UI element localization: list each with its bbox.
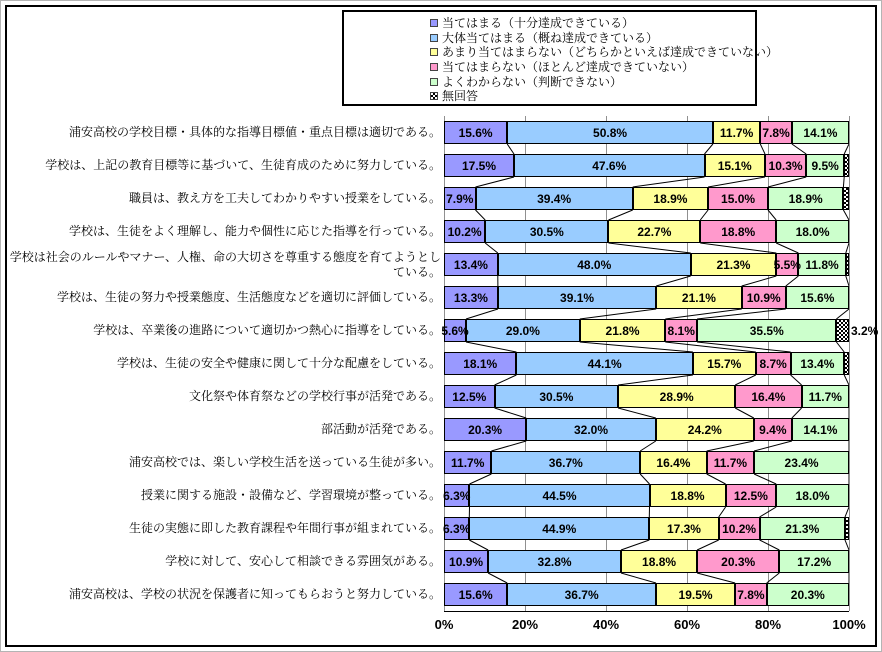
category-label: 学校に対して、安心して相談できる雰囲気がある。	[165, 554, 441, 568]
x-axis-tick-label: 0%	[434, 617, 454, 632]
legend-swatch-icon	[430, 19, 438, 27]
bar-segment	[444, 121, 507, 144]
bar-segment	[444, 352, 516, 375]
bar-segment	[444, 517, 469, 540]
bar-segment	[495, 385, 619, 408]
category-label: 学校は社会のルールやマナー、人権、命の大切さを尊重する態度を育てようとしている。	[9, 249, 441, 279]
segment-value-label: 13.4%	[453, 257, 488, 272]
bar-row	[444, 380, 849, 413]
x-axis-tick-label: 60%	[673, 617, 701, 632]
segment-value-label: 21.1%	[681, 290, 716, 305]
segment-value-label: 18.8%	[721, 224, 756, 239]
x-axis-tick-labels	[434, 617, 866, 637]
stacked-bar	[444, 187, 849, 210]
category-label: 学校は、生徒の努力や授業態度、生活態度などを適切に評価している。	[56, 290, 441, 304]
segment-value-label: 20.3%	[721, 554, 756, 569]
x-axis-tick-label: 100%	[832, 617, 866, 632]
bar-segment	[792, 121, 849, 144]
segment-value-label: 11.8%	[805, 257, 839, 272]
stacked-bar	[444, 583, 849, 606]
bar-segment	[656, 286, 741, 309]
bar-segment	[618, 385, 735, 408]
bar-segment-no-answer	[846, 253, 849, 276]
bar-segment	[773, 253, 801, 276]
stacked-bar	[444, 550, 849, 573]
segment-value-label: 9.5%	[811, 158, 839, 173]
bar-segment	[469, 484, 649, 507]
bar-row	[444, 116, 849, 149]
stacked-bar	[444, 352, 849, 375]
legend-swatch-icon	[430, 48, 438, 56]
segment-value-label: 50.8%	[593, 125, 628, 140]
bar-segment	[444, 286, 498, 309]
segment-value-label: 11.7%	[451, 455, 485, 470]
stacked-bar	[444, 253, 849, 276]
bar-segment	[444, 484, 469, 507]
legend-item	[430, 31, 753, 46]
segment-value-label: 29.0%	[505, 323, 540, 338]
bar-segment	[441, 319, 469, 342]
segment-value-label: 17.2%	[797, 554, 832, 569]
segment-value-label: 19.5%	[678, 587, 713, 602]
bar-row	[444, 512, 849, 545]
bar-segment	[649, 517, 718, 540]
bar-segment	[488, 550, 621, 573]
bar-segment	[526, 418, 656, 441]
segment-value-label: 39.1%	[560, 290, 595, 305]
bar-segment	[514, 154, 704, 177]
bar-segment	[476, 187, 633, 210]
legend-item	[430, 89, 753, 104]
bar-segment	[444, 385, 495, 408]
bar-segment	[621, 550, 697, 573]
bar-segment	[767, 583, 849, 606]
bar-segment	[444, 187, 476, 210]
legend-label: 当てはまる（十分達成できている）	[442, 16, 635, 31]
bar-segment	[491, 451, 640, 474]
bar-segment	[726, 484, 777, 507]
plot-area	[441, 116, 879, 612]
category-label: 浦安高校では、楽しい学校生活を送っている生徒が多い。	[128, 455, 441, 469]
bar-row	[444, 149, 849, 182]
bar-segment	[444, 253, 498, 276]
segment-value-label: 20.3%	[468, 422, 503, 437]
bar-segment	[792, 418, 849, 441]
bar-row	[444, 248, 849, 281]
segment-value-label: 18.9%	[653, 191, 688, 206]
legend-item	[430, 74, 753, 89]
bar-segment	[697, 319, 836, 342]
bar-segment	[656, 583, 735, 606]
chart-legend	[342, 10, 779, 106]
gridline	[849, 116, 850, 611]
segment-value-label: 22.7%	[637, 224, 672, 239]
bar-row	[444, 281, 849, 314]
segment-value-label: 36.7%	[564, 587, 599, 602]
segment-value-label: 16.4%	[656, 455, 691, 470]
category-label: 浦安高校の学校目標・具体的な指導目標値・重点目標は適切である。	[68, 125, 441, 139]
category-label: 授業に関する施設・設備など、学習環境が整っている。	[140, 488, 441, 502]
bar-segment	[640, 451, 706, 474]
legend-item	[430, 16, 753, 31]
category-label: 学校は、上記の教育目標等に基づいて、生徒育成のために努力している。	[45, 158, 441, 172]
segment-value-label: 14.1%	[803, 125, 838, 140]
bar-segment	[665, 319, 697, 342]
no-answer-value-label: 3.2%	[851, 323, 879, 338]
legend-item	[430, 60, 753, 75]
bar-segment	[469, 517, 649, 540]
bar-segment	[498, 286, 656, 309]
bar-row	[444, 347, 849, 380]
stacked-bar	[441, 319, 879, 342]
segment-value-label: 8.1%	[667, 323, 695, 338]
bar-segment	[735, 385, 801, 408]
bar-segment	[742, 286, 786, 309]
bar-row	[444, 182, 849, 215]
bar-row	[444, 413, 849, 446]
bar-segment	[697, 550, 779, 573]
bar-segment	[713, 121, 760, 144]
bar-segment	[705, 154, 765, 177]
bar-segment	[802, 385, 849, 408]
segment-value-label: 15.6%	[458, 125, 493, 140]
bar-segment	[798, 253, 845, 276]
legend-label: よくわからない（判断できない）	[442, 74, 623, 89]
segment-value-label: 11.7%	[719, 125, 754, 140]
legend-label: 大体当てはまる（概ね達成できている）	[442, 30, 659, 45]
segment-value-label: 18.9%	[788, 191, 823, 206]
bar-segment	[444, 583, 507, 606]
segment-value-label: 14.1%	[803, 422, 838, 437]
bar-segment	[754, 451, 849, 474]
bar-segment	[656, 418, 754, 441]
bar-segment	[444, 451, 491, 474]
segment-value-label: 10.9%	[746, 290, 781, 305]
bar-segment	[507, 583, 656, 606]
bar-segment	[700, 220, 776, 243]
category-label: 学校は、生徒の安全や健康に関して十分な配慮をしている。	[116, 356, 441, 370]
segment-value-label: 6.3%	[442, 521, 471, 536]
legend-swatch-icon	[430, 78, 438, 86]
bar-row	[444, 446, 849, 479]
segment-value-label: 18.1%	[463, 356, 498, 371]
bar-segment	[791, 352, 845, 375]
segment-value-label: 32.8%	[537, 554, 572, 569]
stacked-bar	[444, 484, 849, 507]
bar-row	[444, 215, 849, 248]
segment-value-label: 39.4%	[537, 191, 572, 206]
segment-value-label: 15.6%	[458, 587, 493, 602]
segment-value-label: 5.6%	[441, 323, 469, 338]
legend-label: 当てはまらない（ほとんど達成できていない）	[442, 60, 695, 75]
bar-segment-no-answer	[843, 187, 849, 210]
stacked-bar	[444, 418, 849, 441]
segment-value-label: 10.2%	[722, 521, 757, 536]
bar-segment	[707, 451, 754, 474]
category-label: 学校は、生徒をよく理解し、能力や個性に応じた指導を行っている。	[68, 224, 441, 238]
stacked-bar	[444, 451, 849, 474]
segment-value-label: 18.8%	[642, 554, 677, 569]
x-axis-tick-label: 80%	[754, 617, 782, 632]
bar-segment	[806, 154, 844, 177]
segment-value-label: 35.5%	[749, 323, 784, 338]
segment-value-label: 21.3%	[785, 521, 820, 536]
category-label: 職員は、教え方を工夫してわかりやすい授業をしている。	[128, 191, 441, 205]
segment-value-label: 44.5%	[542, 488, 577, 503]
segment-value-label: 20.3%	[790, 587, 825, 602]
bar-segment	[633, 187, 708, 210]
bar-segment	[786, 286, 849, 309]
bar-segment	[691, 253, 777, 276]
stacked-bar	[444, 154, 849, 177]
bar-segment	[768, 187, 843, 210]
segment-value-label: 21.8%	[605, 323, 640, 338]
bar-segment-no-answer	[844, 352, 849, 375]
segment-value-label: 12.5%	[452, 389, 487, 404]
segment-value-label: 44.9%	[542, 521, 577, 536]
bar-segment-no-answer	[845, 517, 849, 540]
x-axis-tick-label: 20%	[511, 617, 539, 632]
bar-segment	[444, 220, 485, 243]
segment-value-label: 7.8%	[762, 125, 790, 140]
category-label: 部活動が活発である。	[320, 422, 441, 436]
category-label: 生徒の実態に即した教育課程や年間行事が組まれている。	[128, 521, 441, 535]
bar-segment	[756, 352, 791, 375]
category-label: 浦安高校は、学校の状況を保護者に知ってもらおうと努力している。	[68, 587, 441, 601]
bar-row	[444, 479, 849, 512]
category-labels-column	[9, 116, 441, 611]
segment-value-label: 12.5%	[733, 488, 768, 503]
bar-row	[444, 545, 849, 578]
segment-value-label: 7.8%	[737, 587, 765, 602]
bar-segment	[485, 220, 608, 243]
segment-value-label: 8.7%	[759, 356, 787, 371]
bar-segment	[466, 319, 580, 342]
legend-label: あまり当てはまらない（どちらかといえば達成できていない）	[442, 45, 779, 60]
legend-label: 無回答	[442, 89, 479, 104]
category-label: 学校は、卒業後の進路について適切かつ熱心に指導をしている。	[93, 323, 441, 337]
stacked-bar	[444, 517, 849, 540]
category-label: 文化祭や体育祭などの学校行事が活発である。	[188, 389, 441, 403]
bar-row	[441, 314, 879, 347]
segment-value-label: 36.7%	[548, 455, 583, 470]
bar-row	[444, 578, 849, 611]
bar-segment	[754, 418, 792, 441]
segment-value-label: 17.3%	[666, 521, 701, 536]
bar-segment	[693, 352, 756, 375]
segment-value-label: 44.1%	[587, 356, 622, 371]
segment-value-label: 18.0%	[795, 488, 830, 503]
stacked-bar	[444, 220, 849, 243]
bar-segment	[444, 418, 526, 441]
bar-segment	[760, 121, 792, 144]
segment-value-label: 15.0%	[721, 191, 756, 206]
bar-segment	[735, 583, 767, 606]
segment-value-label: 17.5%	[462, 158, 497, 173]
legend-swatch-icon	[430, 92, 438, 100]
bar-segment-no-answer	[836, 319, 849, 342]
segment-value-label: 18.8%	[670, 488, 705, 503]
segment-value-label: 13.3%	[453, 290, 488, 305]
stacked-bar	[444, 286, 849, 309]
stacked-bar	[444, 385, 849, 408]
segment-value-label: 15.6%	[800, 290, 835, 305]
bar-segment	[708, 187, 768, 210]
segment-value-label: 30.5%	[529, 224, 564, 239]
bar-segment-no-answer	[844, 154, 849, 177]
segment-value-label: 10.3%	[768, 158, 803, 173]
segment-value-label: 15.7%	[707, 356, 742, 371]
stacked-bar	[444, 121, 849, 144]
bar-segment	[444, 550, 488, 573]
segment-value-label: 32.0%	[573, 422, 609, 437]
bar-segment	[516, 352, 692, 375]
segment-value-label: 10.2%	[447, 224, 482, 239]
segment-value-label: 47.6%	[592, 158, 627, 173]
segment-value-label: 6.3%	[443, 488, 471, 503]
bar-segment	[760, 517, 845, 540]
segment-value-label: 13.4%	[800, 356, 835, 371]
segment-value-label: 23.4%	[784, 455, 819, 470]
segment-value-label: 10.9%	[449, 554, 484, 569]
bar-segment	[608, 220, 700, 243]
segment-value-label: 28.9%	[659, 389, 694, 404]
bar-segment	[650, 484, 726, 507]
x-axis-tick-label: 40%	[592, 617, 620, 632]
bar-segment	[719, 517, 760, 540]
bar-segment	[580, 319, 666, 342]
bar-segment	[779, 550, 849, 573]
bar-segment	[765, 154, 806, 177]
segment-value-label: 7.9%	[446, 191, 474, 206]
bar-segment	[507, 121, 713, 144]
legend-item	[430, 45, 779, 60]
bar-segment	[498, 253, 691, 276]
segment-value-label: 11.7%	[808, 389, 842, 404]
segment-value-label: 21.3%	[716, 257, 751, 272]
bar-segment	[776, 220, 849, 243]
segment-value-label: 24.2%	[687, 422, 722, 437]
segment-value-label: 18.0%	[795, 224, 830, 239]
bar-segment	[444, 154, 514, 177]
bar-segment	[776, 484, 849, 507]
segment-value-label: 30.5%	[539, 389, 574, 404]
legend-swatch-icon	[430, 63, 438, 71]
legend-swatch-icon	[430, 34, 438, 42]
segment-value-label: 9.4%	[759, 422, 787, 437]
segment-value-label: 15.1%	[717, 158, 752, 173]
segment-value-label: 5.5%	[773, 257, 801, 272]
segment-value-label: 11.7%	[713, 455, 748, 470]
segment-value-label: 48.0%	[577, 257, 612, 272]
segment-value-label: 16.4%	[751, 389, 786, 404]
